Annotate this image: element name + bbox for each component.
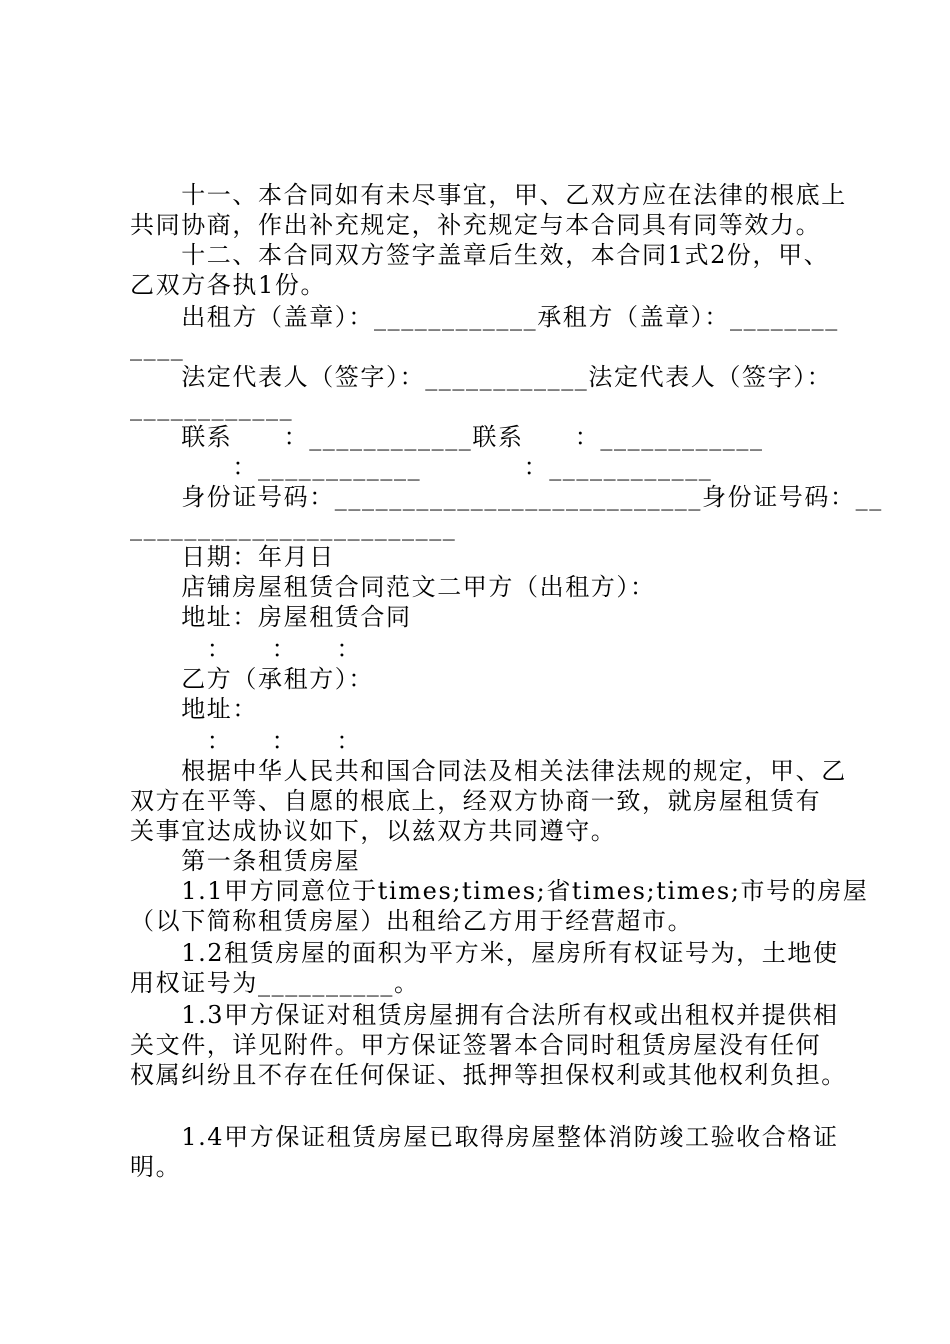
date-line: 日期：年月日 xyxy=(130,543,335,571)
text-line: 关事宜达成协议如下，以兹双方共同遵守。 xyxy=(130,817,617,845)
clause-line: （以下简称租赁房屋）出租给乙方用于经营超市。 xyxy=(130,907,694,935)
contact-line: ：____________ ：____________ xyxy=(130,453,713,481)
contact-line: 联系 ：____________联系 ：____________ xyxy=(130,423,764,451)
clause-line: 关文件，详见附件。甲方保证签署本合同时租赁房屋没有任何 xyxy=(130,1031,822,1059)
id-number-line: 身份证号码：___________________________身份证号码：__ xyxy=(130,483,883,511)
signature-line-lessor: 出租方（盖章）：____________承租方（盖章）：________ xyxy=(130,303,839,331)
signature-line-continuation: ____________ xyxy=(130,393,294,421)
text-line: 乙双方各执1份。 xyxy=(130,271,327,299)
colon-line: ： ： ： xyxy=(130,635,362,663)
clause-line: 用权证号为__________。 xyxy=(130,969,420,997)
signature-line-legal-rep: 法定代表人（签字）：____________法定代表人（签字）： xyxy=(130,363,833,391)
text-line: 共同协商，作出补充规定，补充规定与本合同具有同等效力。 xyxy=(130,211,822,239)
clause-line: 1.3甲方保证对租赁房屋拥有合法所有权或出租权并提供相 xyxy=(130,1001,839,1029)
clause-line: 1.1甲方同意位于times;times;省times;times;市号的房屋 xyxy=(130,877,869,905)
contract-title-line: 店铺房屋租赁合同范文二甲方（出租方）： xyxy=(130,573,656,601)
clause-line: 明。 xyxy=(130,1153,182,1181)
section-heading: 第一条租赁房屋 xyxy=(130,847,361,875)
colon-line: ： ： ： xyxy=(130,727,362,755)
id-number-continuation: ________________________ xyxy=(130,513,457,541)
party-b-line: 乙方（承租方）： xyxy=(130,665,374,693)
text-line: 根据中华人民共和国合同法及相关法律法规的规定，甲、乙 xyxy=(130,757,847,785)
text-line: 十二、本合同双方签字盖章后生效，本合同1式2份，甲、 xyxy=(130,241,830,269)
address-line: 地址： xyxy=(130,695,258,723)
clause-line: 权属纠纷且不存在任何保证、抵押等担保权利或其他权利负担。 xyxy=(130,1061,847,1089)
text-line: 双方在平等、自愿的根底上，经双方协商一致，就房屋租赁有 xyxy=(130,787,822,815)
address-line: 地址：房屋租赁合同 xyxy=(130,603,412,631)
clause-line: 1.4甲方保证租赁房屋已取得房屋整体消防竣工验收合格证 xyxy=(130,1123,839,1151)
clause-line: 1.2租赁房屋的面积为平方米，屋房所有权证号为，土地使 xyxy=(130,939,839,967)
text-line: 十一、本合同如有未尽事宜，甲、乙双方应在法律的根底上 xyxy=(130,181,847,209)
signature-line-continuation: ____ xyxy=(130,333,185,361)
